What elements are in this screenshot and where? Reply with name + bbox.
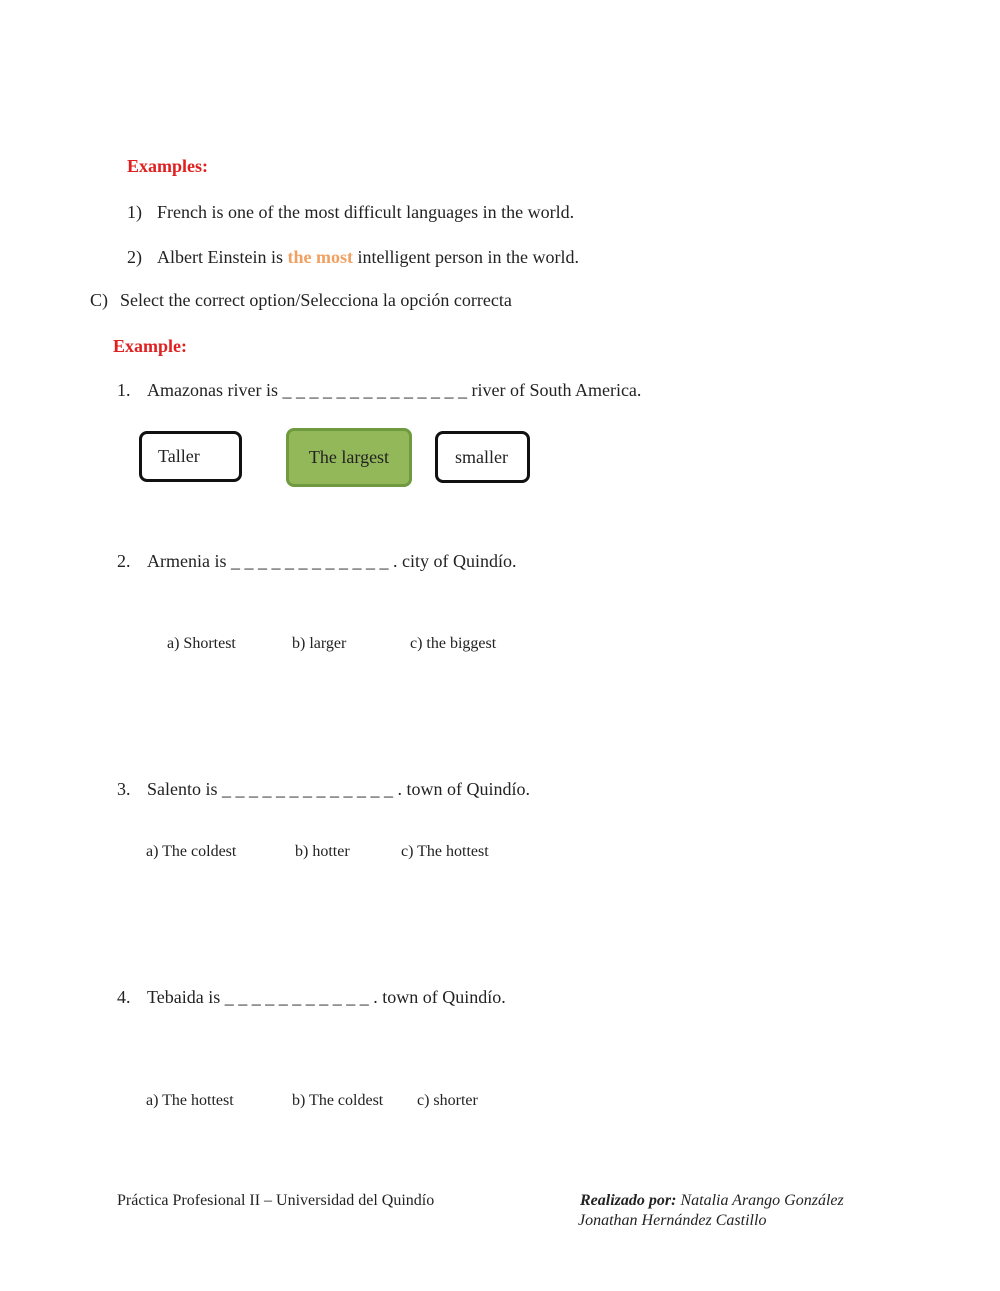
q4-option-b[interactable]: b) The coldest [292,1092,384,1109]
question-1-number: 1. [117,380,131,400]
section-c-label: C) [90,290,108,310]
question-3-blank: _ _ _ _ _ _ _ _ _ _ _ _ _ . [222,779,402,799]
section-c-instruction: Select the correct option/Selecciona la opción correcta [120,290,512,310]
question-1-blank: _ _ _ _ _ _ _ _ _ _ _ _ _ _ [282,380,467,400]
example-1-number: 1) [127,202,142,222]
q2-option-b[interactable]: b) larger [292,635,347,652]
examples-heading: Examples: [127,156,208,176]
option-smaller-button[interactable]: smaller [435,431,530,483]
question-1-text: Amazonas river is _ _ _ _ _ _ _ _ _ _ _ _ _ _ river of South America. [147,380,642,400]
q3-option-c[interactable]: c) The hottest [401,843,489,860]
option-taller-button[interactable]: Taller [139,431,242,482]
footer-made-by [580,1192,844,1210]
author-1: Natalia Arango González [676,1192,844,1209]
q3-option-a[interactable]: a) The coldest [146,843,237,860]
question-4-blank: _ _ _ _ _ _ _ _ _ _ _ . [224,987,378,1007]
author-2: Jonathan Hernández Castillo [578,1212,767,1229]
q2-option-c[interactable]: c) the biggest [410,635,497,652]
q4-option-c[interactable]: c) shorter [417,1092,478,1109]
question-3-number: 3. [117,779,131,799]
question-4-number: 4. [117,987,131,1007]
question-2-number: 2. [117,551,131,571]
example-2-text: Albert Einstein is the most intelligent person in the world. [157,247,579,267]
q4-option-a[interactable]: a) The hottest [146,1092,234,1109]
footer-course: Práctica Profesional II – Universidad del Quindío [117,1192,435,1209]
option-the-largest-button[interactable]: The largest [286,428,412,487]
q3-option-b[interactable]: b) hotter [295,843,350,860]
question-2-text: Armenia is _ _ _ _ _ _ _ _ _ _ _ _ . city of Quindío. [147,551,517,571]
highlight-the-most: the most [287,247,353,267]
question-2-blank: _ _ _ _ _ _ _ _ _ _ _ _ . [230,551,398,571]
example-1-text: French is one of the most difficult languages in the world. [157,202,575,222]
question-4-text: Tebaida is _ _ _ _ _ _ _ _ _ _ _ . town of Quindío. [147,987,506,1007]
question-3-text: Salento is _ _ _ _ _ _ _ _ _ _ _ _ _ . town of Quindío. [147,779,530,799]
made-by-label: Realizado por: [580,1192,677,1209]
example-2-number: 2) [127,247,142,267]
example-heading: Example: [113,336,187,356]
q2-option-a[interactable]: a) Shortest [167,635,236,652]
